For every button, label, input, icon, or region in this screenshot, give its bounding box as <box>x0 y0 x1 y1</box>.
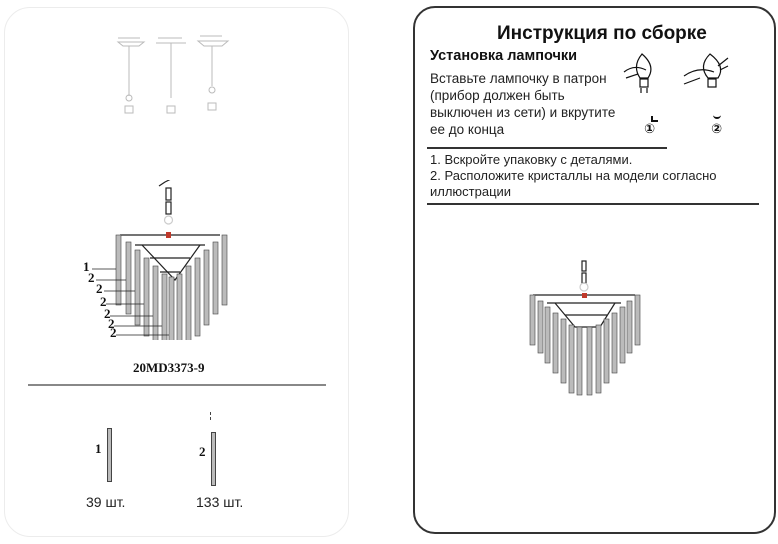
svg-text:2: 2 <box>104 306 111 321</box>
bulb-instruction: Вставьте лампочку в патрон (прибор должен быть выключен из сети) и вкрутите ее до конца <box>430 71 616 137</box>
part-2-label: 2 <box>199 444 206 459</box>
part-1-label: 1 <box>95 441 102 456</box>
svg-text:2: 2 <box>110 325 117 340</box>
hook-icon <box>210 412 213 420</box>
chandelier-diagram-assembled <box>525 255 645 400</box>
step-2-marker: ② <box>711 122 723 137</box>
part-1-quantity: 39 шт. <box>86 494 126 510</box>
svg-text:2: 2 <box>88 270 95 285</box>
step-2: 2. Расположите кристаллы на модели согласно иллюстрации <box>430 168 717 199</box>
bulb-install-illustration <box>622 52 742 112</box>
part-2-quantity: 133 шт. <box>196 494 244 510</box>
section-title: Установка лампочки <box>430 48 578 64</box>
callout-1: 1 <box>83 259 90 274</box>
svg-text:2: 2 <box>108 316 115 331</box>
crystal-rod-2-icon <box>211 432 216 486</box>
svg-text:2: 2 <box>100 294 107 309</box>
page-title: Инструкция по сборке <box>497 23 707 44</box>
step-1-marker: ① <box>644 122 656 137</box>
divider <box>28 384 326 386</box>
chandelier-diagram <box>80 180 240 340</box>
svg-text:2: 2 <box>96 281 103 296</box>
crystal-rods <box>116 235 227 340</box>
mount-variants-diagram <box>110 28 240 118</box>
step-1: 1. Вскройте упаковку с деталями. <box>430 152 633 167</box>
model-code: 20MD3373-9 <box>133 360 205 375</box>
crystal-rod-1-icon <box>107 428 112 482</box>
divider <box>427 203 759 205</box>
assembly-steps <box>430 152 750 200</box>
divider <box>427 147 667 149</box>
